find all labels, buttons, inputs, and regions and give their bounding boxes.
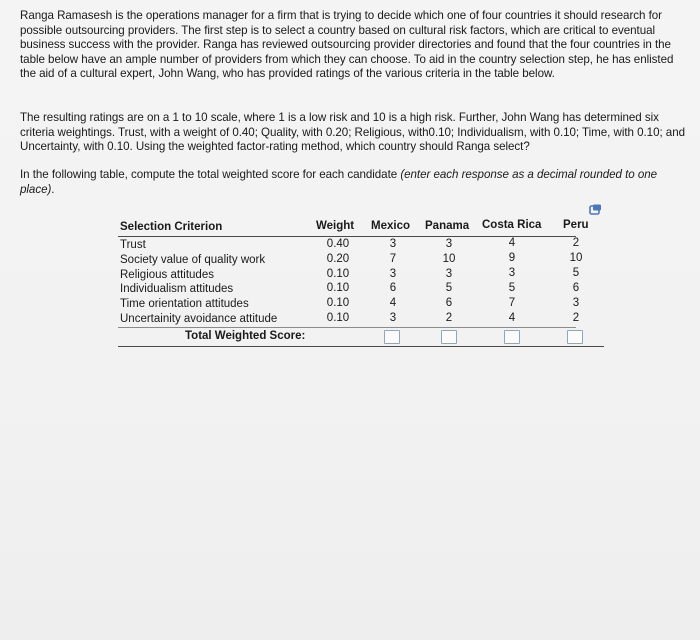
instructions-period: . — [51, 182, 55, 196]
weight-uncertainty: 0.10 — [326, 312, 350, 324]
mexico-time: 4 — [389, 297, 397, 309]
mexico-trust: 3 — [389, 238, 397, 250]
weight-religious: 0.10 — [326, 268, 350, 280]
mexico-quality: 7 — [389, 253, 397, 265]
panama-trust: 3 — [445, 238, 453, 250]
header-mexico: Mexico — [371, 220, 410, 232]
costa-rica-quality: 9 — [508, 252, 516, 264]
answer-input-panama[interactable] — [441, 330, 457, 344]
header-peru: Peru — [563, 219, 589, 231]
mexico-uncertainty: 3 — [389, 312, 397, 324]
table-bottom-rule — [118, 346, 604, 347]
panama-individualism: 5 — [445, 282, 453, 294]
peru-time: 3 — [572, 297, 580, 309]
panama-religious: 3 — [445, 268, 453, 280]
header-selection-criterion: Selection Criterion — [120, 221, 223, 233]
criterion-uncertainty: Uncertainity avoidance attitude — [120, 313, 278, 325]
header-costa-rica: Costa Rica — [482, 219, 542, 231]
mexico-religious: 3 — [389, 268, 397, 280]
total-weighted-score-label: Total Weighted Score: — [185, 330, 306, 342]
answer-input-mexico[interactable] — [384, 330, 400, 344]
instructions-rounding-note: (enter each response as a decimal rounded to one place) — [20, 168, 658, 196]
problem-paragraph-2: The resulting ratings are on a 1 to 10 scale, where 1 is a low risk and 10 is a high risk. Further, John Wang has determined six criteria weightings. Trust, with a weight of 0.40; Quality, with 0.20; Religious, with0.10; Individualism, with 0.10; Time, with 0.10; and Uncertainty, with 0.10. Using the weighted factor-rating method, which country should Ranga select? — [20, 111, 686, 154]
criterion-individualism: Individualism attitudes — [120, 283, 234, 295]
answer-input-peru[interactable] — [567, 330, 583, 344]
header-weight: Weight — [316, 220, 355, 232]
costa-rica-uncertainty: 4 — [508, 312, 516, 324]
peru-quality: 10 — [569, 252, 583, 264]
costa-rica-trust: 4 — [508, 237, 516, 249]
criterion-trust: Trust — [120, 239, 146, 251]
weight-time: 0.10 — [326, 297, 350, 309]
peru-trust: 2 — [572, 237, 580, 249]
rows-bottom-rule — [118, 327, 576, 328]
panama-time: 6 — [445, 297, 453, 309]
weight-quality: 0.20 — [326, 253, 350, 265]
peru-individualism: 6 — [572, 282, 580, 294]
costa-rica-individualism: 5 — [508, 282, 516, 294]
problem-paragraph-1: Ranga Ramasesh is the operations manager for a firm that is trying to decide which one of four countries it should research for possible outsourcing providers. The first step is to select a country based on cultural risk factors, which are critical to eventual business success with the provider. Ranga has reviewed outsourcing provider directories and found that the four countries in the table below have an ample number of providers from which they can choose. To aid in the country selection step, he has enlisted the aid of a cultural expert, John Wang, who has provided ratings of the various criteria in the table below. — [20, 9, 674, 81]
mexico-individualism: 6 — [389, 282, 397, 294]
problem-instructions — [20, 168, 692, 197]
costa-rica-time: 7 — [508, 297, 516, 309]
instructions-text: In the following table, compute the total weighted score for each candidate — [20, 168, 401, 181]
answer-input-costa-rica[interactable] — [504, 330, 520, 344]
weight-individualism: 0.10 — [326, 282, 350, 294]
panama-uncertainty: 2 — [445, 312, 453, 324]
peru-religious: 5 — [572, 267, 580, 279]
clipboard-icon[interactable] — [589, 204, 602, 216]
panama-quality: 10 — [442, 253, 456, 265]
criterion-quality: Society value of quality work — [120, 254, 266, 266]
header-panama: Panama — [425, 220, 470, 232]
criterion-time: Time orientation attitudes — [120, 298, 249, 310]
peru-uncertainty: 2 — [572, 312, 580, 324]
criterion-religious: Religious attitudes — [120, 269, 214, 281]
costa-rica-religious: 3 — [508, 267, 516, 279]
weight-trust: 0.40 — [326, 238, 350, 250]
